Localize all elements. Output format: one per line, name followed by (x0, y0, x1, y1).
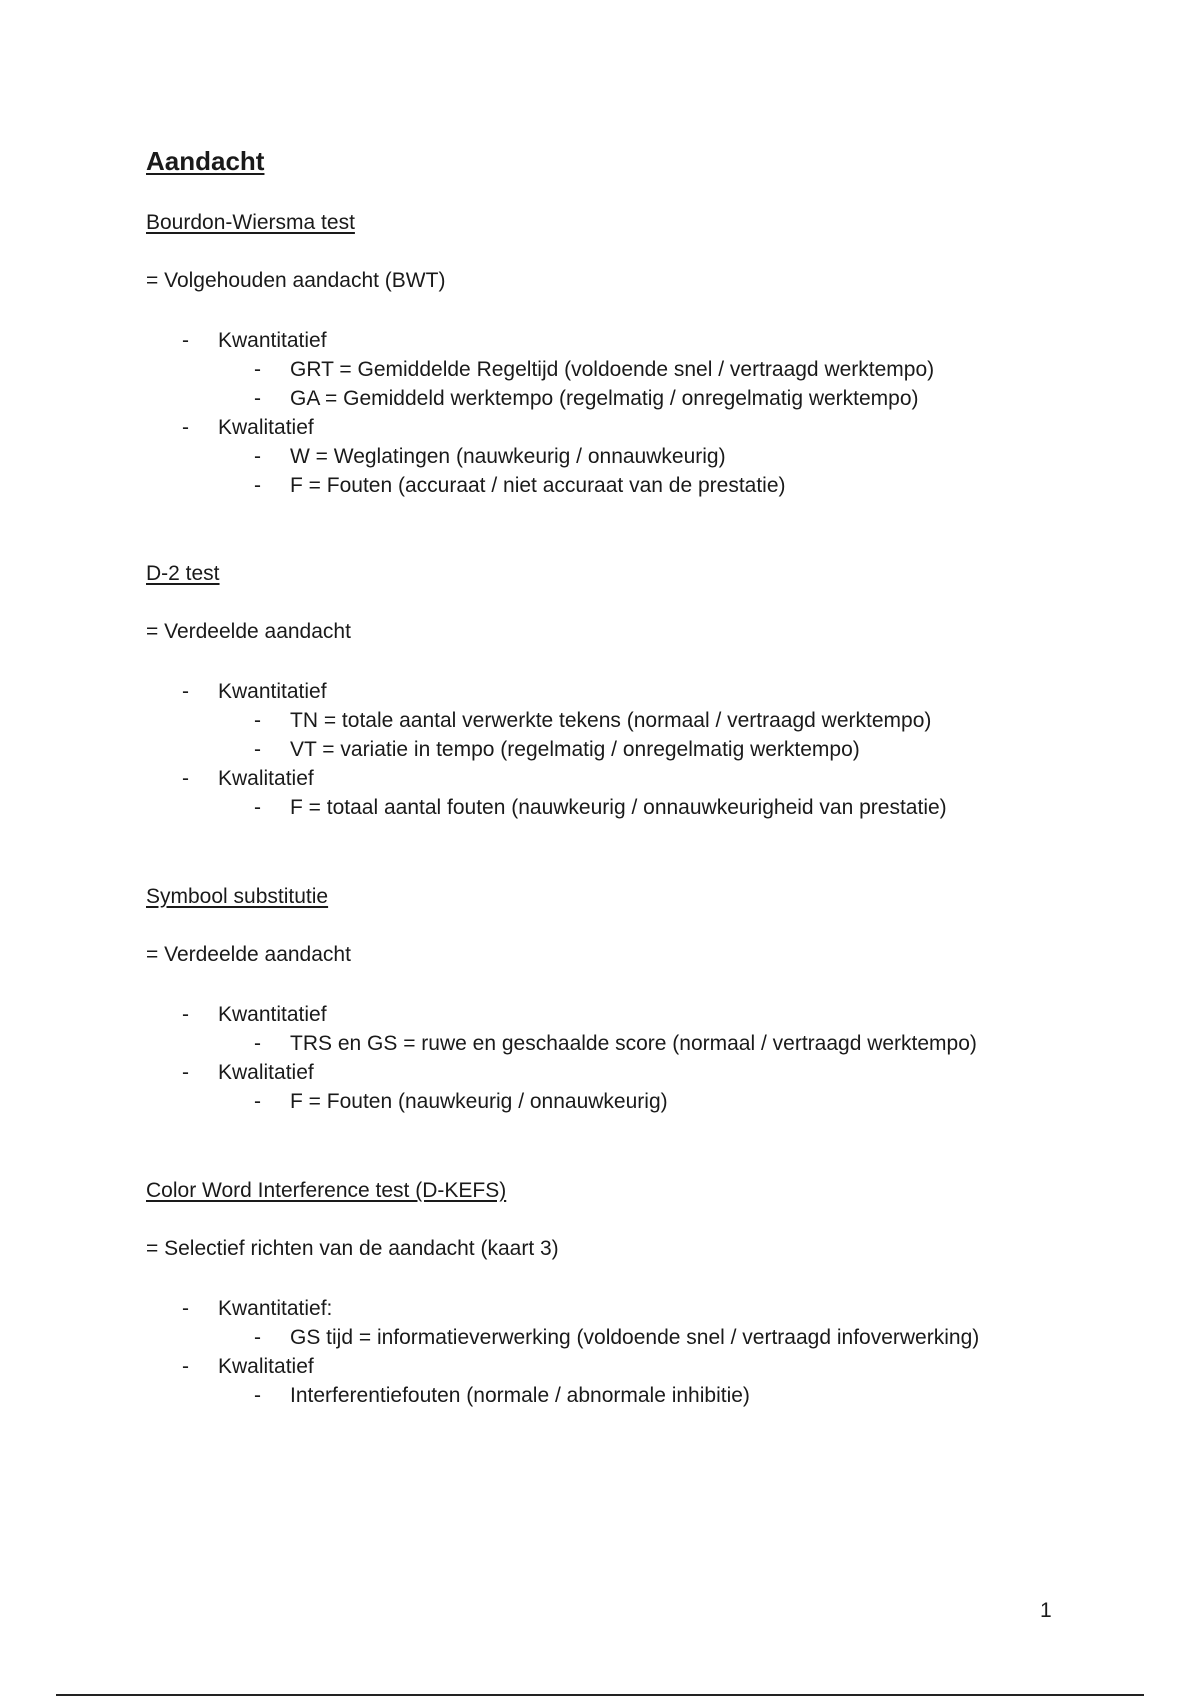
footer-divider (56, 1694, 1144, 1696)
bullet-dash: - (182, 416, 189, 439)
list-item-text: TN = totale aantal verwerkte tekens (normaal / vertraagd werktempo) (290, 709, 932, 732)
list-item-text: VT = variatie in tempo (regelmatig / onregelmatig werktempo) (290, 738, 860, 761)
list-item-text: F = Fouten (nauwkeurig / onnauwkeurig) (290, 1090, 668, 1113)
bullet-dash: - (254, 445, 261, 468)
bullet-dash: - (182, 1297, 189, 1320)
section-color-word-interference (146, 1178, 1046, 1410)
bullet-dash: - (182, 1061, 189, 1084)
sub-list (218, 442, 1046, 500)
category-list (146, 326, 1046, 500)
list-item (218, 706, 1046, 735)
list-item-text: Interferentiefouten (normale / abnormale inhibitie) (290, 1384, 750, 1407)
section-definition: = Volgehouden aandacht (BWT) (146, 269, 446, 292)
sub-list (218, 1029, 1046, 1058)
category-item (146, 1058, 1046, 1116)
category-label: Kwalitatief (218, 1061, 314, 1084)
list-item-text: TRS en GS = ruwe en geschaalde score (normaal / vertraagd werktempo) (290, 1032, 977, 1055)
category-list (146, 1294, 1046, 1410)
category-item (146, 1000, 1046, 1058)
page-title: Aandacht (146, 146, 265, 176)
section-heading: Symbool substitutie (146, 885, 329, 908)
section-definition: = Selectief richten van de aandacht (kaart 3) (146, 1237, 559, 1260)
bullet-dash: - (182, 1355, 189, 1378)
bullet-dash: - (182, 1003, 189, 1026)
bullet-dash: - (254, 1032, 261, 1055)
category-label: Kwantitatief (218, 680, 327, 703)
category-list (146, 1000, 1046, 1116)
bullet-dash: - (254, 709, 261, 732)
category-item (146, 764, 1046, 822)
list-item (218, 1323, 1046, 1352)
page-number: 1 (1040, 1599, 1052, 1622)
list-item (218, 735, 1046, 764)
category-item (146, 1352, 1046, 1410)
bullet-dash: - (182, 329, 189, 352)
category-item (146, 1294, 1046, 1352)
category-label: Kwantitatief (218, 329, 327, 352)
category-item (146, 413, 1046, 500)
sub-list (218, 355, 1046, 413)
sub-list (218, 793, 1046, 822)
section-d2-test (146, 561, 1046, 822)
list-item (218, 355, 1046, 384)
section-symbool-substitutie (146, 884, 1046, 1116)
category-item (146, 677, 1046, 764)
section-definition: = Verdeelde aandacht (146, 943, 351, 966)
list-item-text: GA = Gemiddeld werktempo (regelmatig / onregelmatig werktempo) (290, 387, 919, 410)
bullet-dash: - (254, 358, 261, 381)
bullet-dash: - (182, 767, 189, 790)
section-heading: Color Word Interference test (D-KEFS) (146, 1179, 507, 1202)
bullet-dash: - (254, 1326, 261, 1349)
category-item (146, 326, 1046, 413)
list-item-text: W = Weglatingen (nauwkeurig / onnauwkeurig) (290, 445, 726, 468)
list-item-text: GS tijd = informatieverwerking (voldoende snel / vertraagd infoverwerking) (290, 1326, 980, 1349)
list-item (218, 384, 1046, 413)
bullet-dash: - (254, 796, 261, 819)
category-label: Kwalitatief (218, 1355, 314, 1378)
list-item (218, 442, 1046, 471)
section-definition: = Verdeelde aandacht (146, 620, 351, 643)
sub-list (218, 1323, 1046, 1352)
category-label: Kwantitatief (218, 1003, 327, 1026)
bullet-dash: - (254, 1090, 261, 1113)
list-item-text: F = Fouten (accuraat / niet accuraat van de prestatie) (290, 474, 786, 497)
list-item-text: GRT = Gemiddelde Regeltijd (voldoende snel / vertraagd werktempo) (290, 358, 935, 381)
list-item (218, 1087, 1046, 1116)
bullet-dash: - (254, 1384, 261, 1407)
section-bourdon-wiersma (146, 210, 1046, 500)
list-item (218, 1029, 1046, 1058)
section-heading: D-2 test (146, 562, 220, 585)
bullet-dash: - (254, 738, 261, 761)
category-label: Kwalitatief (218, 416, 314, 439)
section-heading: Bourdon-Wiersma test (146, 211, 355, 234)
sub-list (218, 1381, 1046, 1410)
list-item (218, 793, 1046, 822)
sub-list (218, 1087, 1046, 1116)
sub-list (218, 706, 1046, 764)
category-label: Kwantitatief: (218, 1297, 333, 1320)
list-item (218, 471, 1046, 500)
bullet-dash: - (254, 474, 261, 497)
category-list (146, 677, 1046, 822)
list-item-text: F = totaal aantal fouten (nauwkeurig / onnauwkeurigheid van prestatie) (290, 796, 947, 819)
list-item (218, 1381, 1046, 1410)
bullet-dash: - (182, 680, 189, 703)
bullet-dash: - (254, 387, 261, 410)
category-label: Kwalitatief (218, 767, 314, 790)
